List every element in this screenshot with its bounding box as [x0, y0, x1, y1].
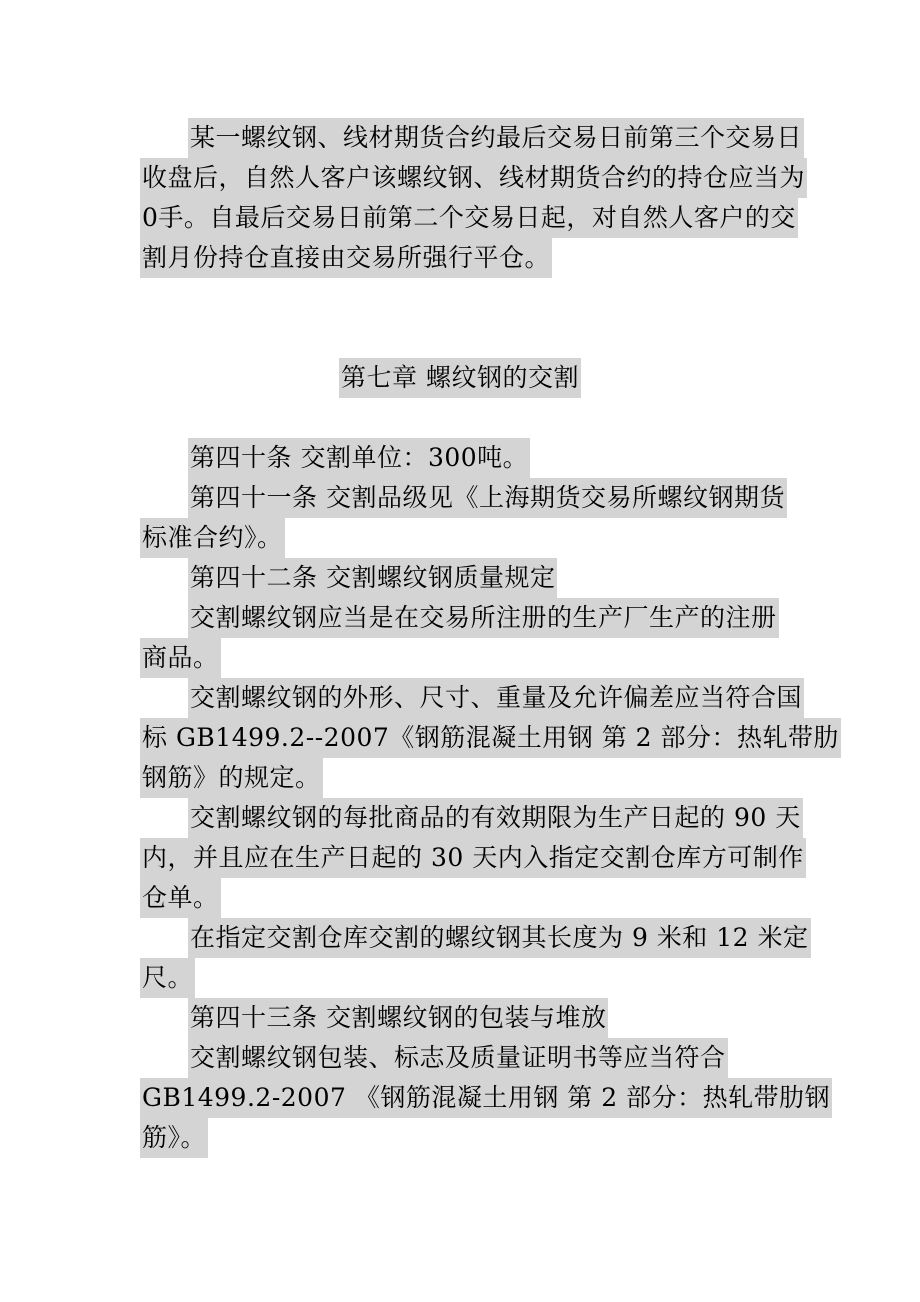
paragraph-line: 0手。自最后交易日前第二个交易日起，对自然人客户的交	[140, 198, 798, 238]
article-43: 第四十三条 交割螺纹钢的包装与堆放	[188, 998, 608, 1038]
paragraph-line: 交割螺纹钢的每批商品的有效期限为生产日起的 90 天	[188, 798, 803, 838]
paragraph-line: 割月份持仓直接由交易所强行平仓。	[140, 238, 552, 278]
paragraph-line: 尺。	[140, 958, 195, 998]
paragraph-line: 在指定交割仓库交割的螺纹钢其长度为 9 米和 12 米定	[188, 918, 811, 958]
paragraph-line: GB1499.2-2007 《钢筋混凝土用钢 第 2 部分：热轧带肋钢	[140, 1078, 832, 1118]
paragraph-line: 筋》。	[140, 1118, 208, 1158]
paragraph-line: 商品。	[140, 638, 221, 678]
paragraph-line: 标 GB1499.2--2007《钢筋混凝土用钢 第 2 部分：热轧带肋	[140, 718, 841, 758]
paragraph-line: 标准合约》。	[140, 518, 285, 558]
paragraph-line: 某一螺纹钢、线材期货合约最后交易日前第三个交易日	[188, 118, 804, 158]
article-42: 第四十二条 交割螺纹钢质量规定	[188, 558, 557, 598]
chapter-heading: 第七章 螺纹钢的交割	[0, 358, 920, 398]
paragraph-line: 交割螺纹钢包装、标志及质量证明书等应当符合	[188, 1038, 728, 1078]
paragraph-line: 内，并且应在生产日起的 30 天内入指定交割仓库方可制作	[140, 838, 806, 878]
article-40: 第四十条 交割单位：300吨。	[188, 438, 530, 478]
paragraph-line: 钢筋》的规定。	[140, 758, 323, 798]
paragraph-line: 仓单。	[140, 878, 221, 918]
paragraph-line: 收盘后，自然人客户该螺纹钢、线材期货合约的持仓应当为	[140, 158, 807, 198]
paragraph-line: 交割螺纹钢的外形、尺寸、重量及允许偏差应当符合国	[188, 678, 804, 718]
article-41: 第四十一条 交割品级见《上海期货交易所螺纹钢期货	[188, 478, 787, 518]
paragraph-line: 交割螺纹钢应当是在交易所注册的生产厂生产的注册	[188, 598, 779, 638]
